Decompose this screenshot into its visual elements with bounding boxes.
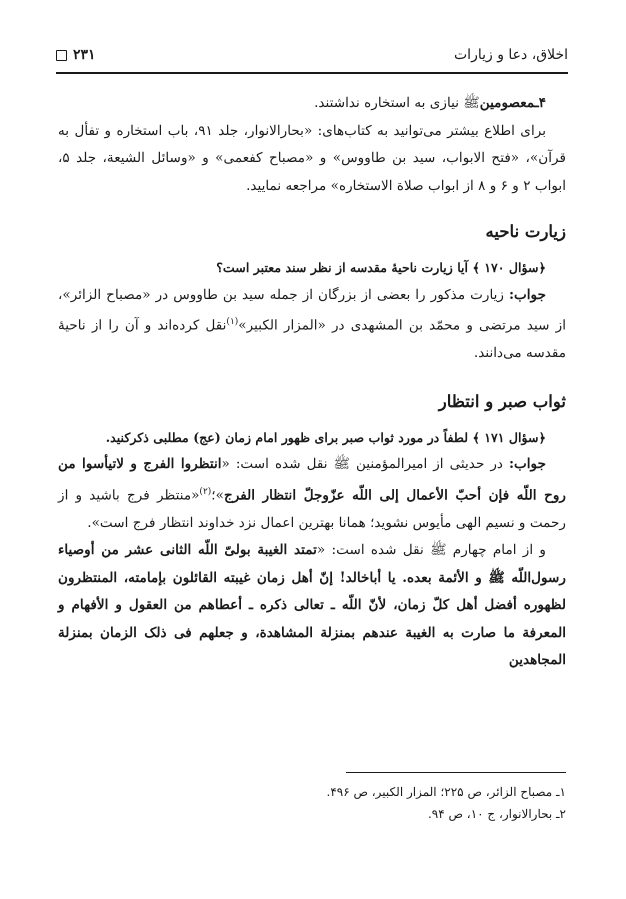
q171-text: لطفاً در مورد ثواب صبر برای ظهور امام زمان (عج) مطلبی ذکرکنید. <box>105 429 469 445</box>
a170-text-2: نقل کرده‌اند و آن را از ناحیهٔ مقدسه می‌دانند. <box>58 317 566 362</box>
references-paragraph: برای اطلاع بیشتر می‌توانید به کتاب‌های: «بحارالانوار، جلد ۹۱، باب استخاره و تفأل به قرآن»، «فتح الابواب، سید بن طاووس» و «مصباح کفعمی» و «وسائل الشیعة، جلد ۵، ابواب ۲ و ۶ و ۸ از ابواب صلاة الاستخاره» مراجعه نمایید. <box>58 122 566 194</box>
square-bullet-icon <box>56 50 67 61</box>
q171-open-bracket: ﴿ <box>538 429 546 445</box>
a171-arabic-hadith: انتظروا الفرج و لاتیأسوا من روح اللّه فإن أحبّ الأعمال إلی اللّه عزّوجلّ انتظار الفرج <box>58 456 566 504</box>
q171-label: سؤال ۱۷۱ <box>484 429 539 445</box>
question-170 <box>58 254 566 282</box>
page-number-block <box>56 47 96 63</box>
item-4-paragraph <box>58 90 566 118</box>
footnotes <box>58 772 566 825</box>
a171-close-quote: »؛ <box>211 487 224 504</box>
item-4-bold-word: معصومین <box>479 95 535 111</box>
q170-open-bracket: ﴿ <box>538 260 546 275</box>
a170-text: زیارت مذکور را بعضی از بزرگان از جمله سید بن طاووس در «مصباح الزائر»، از سید مرتضی و محمّد بن المشهدی در «المزار الکبیر» <box>58 286 566 334</box>
a170-label: جواب: <box>508 286 546 303</box>
page-number: ۲۳۱ <box>73 47 96 63</box>
answer-171 <box>58 451 566 537</box>
p4-text: و از امام چهارم ﷺ نقل شده است: « <box>316 542 546 559</box>
section-heading-patience: ثواب صبر و انتظار <box>438 391 566 411</box>
q170-close-bracket: ﴾ <box>472 260 480 275</box>
a171-text: در حدیثی از امیرالمؤمنین ﷺ نقل شده است: « <box>221 456 503 473</box>
fourth-imam-paragraph <box>58 537 566 675</box>
header-divider <box>56 72 568 74</box>
q170-text: آیا زیارت ناحیهٔ مقدسه از نظر سند معتبر است؟ <box>216 260 469 275</box>
answer-170 <box>58 282 566 368</box>
q170-label: سؤال ۱۷۰ <box>484 260 539 275</box>
item-4-text: ﷺ نیازی به استخاره نداشتند. <box>314 95 480 111</box>
footnote-divider <box>346 772 566 773</box>
footnote-1: ۱ـ مصباح الزائر، ص ۲۲۵؛ المزار الکبیر، ص ۴۹۶. <box>326 785 566 799</box>
q171-close-bracket: ﴾ <box>472 429 480 445</box>
footnote-ref-1[interactable]: (۱) <box>226 317 239 327</box>
section-heading-ziyarat-nahiyeh: زیارت ناحیه <box>485 222 566 241</box>
question-171 <box>58 424 566 452</box>
a171-translation: «منتظر فرج باشید و از رحمت و نسیم الهی مأیوس نشوید؛ همانا بهترین اعمال نزد خداوند انتظار فرج است». <box>58 487 566 531</box>
footnote-ref-2[interactable]: (۲) <box>199 486 212 497</box>
main-content <box>58 90 566 675</box>
item-4-number: ۴ـ <box>534 95 546 111</box>
a171-label: جواب: <box>508 456 546 473</box>
p4-arabic-hadith: تمتد الغیبة بولیّ اللّه الثانی عشر من أوصیاء رسول‌اللّه ﷺ و الأئمة بعده. یا أباخالد! إنّ أهل زمان غیبته القائلون بإمامته، المنتظرون لظهوره أفضل أهل کلّ زمان، لأنّ اللّه ـ تعالی ذکره ـ أعطاهم من العقول و الأفهام و المعرفة ما صارت به الغیبة عندهم بمنزلة المشاهدة، و جعلهم فی ذلک الزمان بمنزلة المجاهدین <box>58 542 566 669</box>
running-title: اخلاق، دعا و زیارات <box>454 47 568 63</box>
running-header <box>56 44 568 66</box>
footnote-2: ۲ـ بحارالانوار، ج ۱۰، ص ۹۴. <box>427 807 566 821</box>
